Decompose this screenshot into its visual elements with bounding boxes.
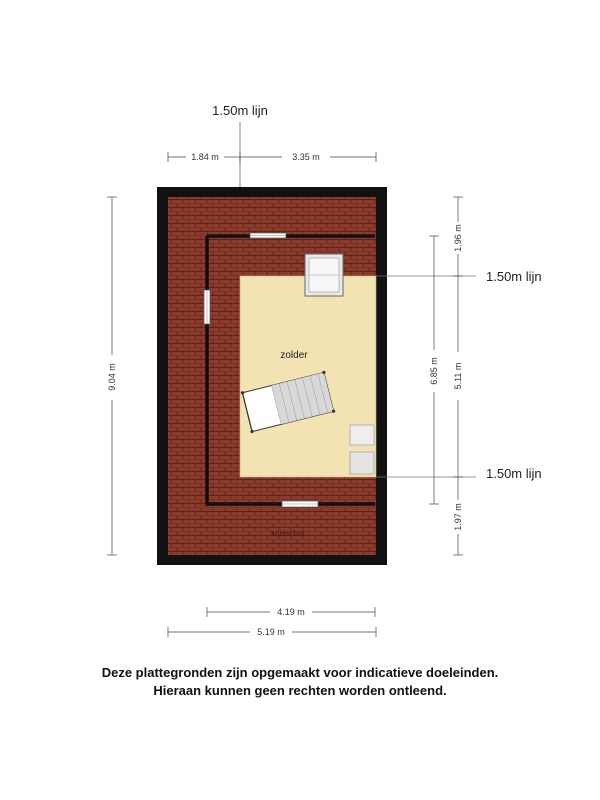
dim-inner-vertical-label: 6.85 m bbox=[429, 357, 439, 385]
room-label-zolder: zolder bbox=[280, 350, 308, 361]
dim-left-label: 9.04 m bbox=[107, 363, 117, 391]
roof-hatch bbox=[305, 254, 343, 296]
disclaimer-line-2: Hieraan kunnen geen rechten worden ontleend. bbox=[153, 683, 447, 698]
disclaimer bbox=[0, 664, 600, 700]
dim-top-right: 3.35 m bbox=[292, 152, 320, 162]
dim-right-top-label: 1.96 m bbox=[453, 224, 463, 252]
lijn-top-label: 1.50m lijn bbox=[212, 103, 268, 118]
lijn-right-upper-label: 1.50m lijn bbox=[486, 269, 542, 284]
disclaimer-line-1: Deze plattegronden zijn opgemaakt voor indicatieve doeleinden. bbox=[101, 665, 499, 680]
lijn-right-lower-label: 1.50m lijn bbox=[486, 466, 542, 481]
fixture-lower bbox=[350, 452, 374, 474]
room-label-knieschot: knieschot bbox=[271, 529, 305, 538]
fixture-upper bbox=[350, 425, 374, 445]
dim-bottom-outer-label: 5.19 m bbox=[257, 627, 285, 637]
dim-bottom-inner-label: 4.19 m bbox=[277, 607, 305, 617]
dim-right-middle-label: 5.11 m bbox=[453, 362, 463, 390]
dim-right-bottom-label: 1.97 m bbox=[453, 503, 463, 531]
dim-top-left: 1.84 m bbox=[191, 152, 219, 162]
